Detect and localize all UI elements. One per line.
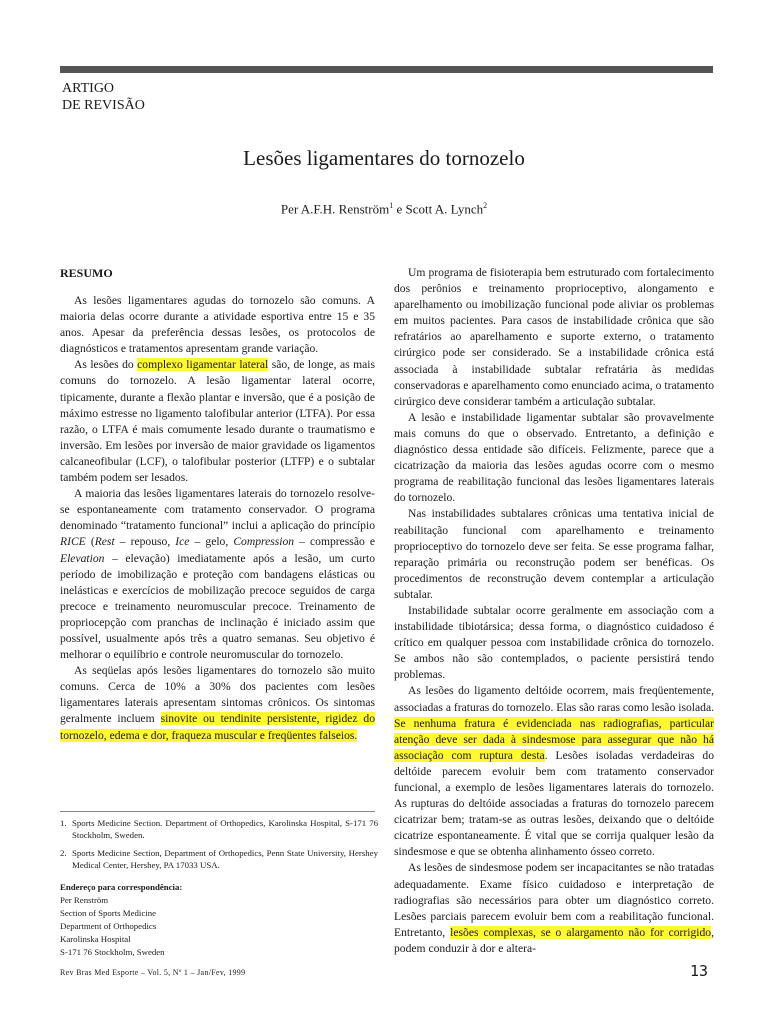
paragraph: Um programa de fisioterapia bem estruturado com fortalecimento dos perônios e treinamento proprioceptivo, alongamento e aparelhamento ou imobilização funcional pode aliviar os problemas em muitos pacientes. Para casos de instabilidade crônica que são refratários ao aparelhamento e suporte externo, o tratamento cirúrgico pode ser considerado. Se a instabilidade crônica está associada à instabilidade subtalar refratária às medidas conservadoras e aparelhamento como enunciado acima, o tratamento cirúrgico deve considerar também a articulação subtalar. <box>394 266 714 408</box>
correspondence-title: Endereço para correspondência: <box>60 882 183 892</box>
section-label-line2: DE REVISÃO <box>62 98 145 113</box>
footnote: 2. Sports Medicine Section, Department of Orthopedics, Penn State University, Hershey Medical Center, Hershey, PA 17033 USA. <box>60 848 378 870</box>
correspondence-line: S-171 76 Stockholm, Sweden <box>60 947 165 957</box>
left-column <box>60 265 375 744</box>
right-column <box>394 265 714 957</box>
paragraph: Nas instabilidades subtalares crônicas uma tentativa inicial de reabilitação funcional com aparelhamento e treinamento proprioceptivo do tornozelo deve ser feita. Se esse programa falhar, reparação primária ou reconstrução podem ser benéficas. Os procedimentos de reconstrução devem contemplar a articulação subtalar. <box>394 507 714 601</box>
correspondence <box>60 881 375 959</box>
footnote-rule <box>60 811 375 812</box>
paragraph: As seqüelas após lesões ligamentares do tornozelo são muito comuns. Cerca de 10% a 30% dos pacientes com lesões ligamentares laterais apresentam sintomas crônicos. Os sintomas geralmente incluem sinovite ou tendinite persistente, rigidez do tornozelo, edema e dor, fraqueza muscular e freqüentes falseios. <box>60 664 375 742</box>
article-title: Lesões ligamentares do tornozelo <box>243 146 525 170</box>
paragraph: As lesões de sindesmose podem ser incapacitantes se não tratadas adequadamente. Exame físico cuidadoso e interpretação de radiografias são necessários para obter um diagnóstico correto. Lesões parciais parecem evoluir bem com a reabilitação funcional. Entretanto, lesões complexas, se o alargamento não for corrigido, podem conduzir à dor e altera- <box>394 861 714 955</box>
paragraph: Instabilidade subtalar ocorre geralmente em associação com a instabilidade tibiotársica; dessa forma, o diagnóstico cuidadoso é crítico em qualquer pessoa com instabilidade crônica do tornozelo. Se ambos não são contemplados, o paciente persistirá tendo problemas. <box>394 603 714 682</box>
correspondence-line: Department of Orthopedics <box>60 921 157 931</box>
header-rule <box>60 66 713 73</box>
highlight: sinovite ou tendinite persistente, rigidez do tornozelo, edema e dor, fraqueza muscular e freqüentes falseios. <box>60 712 375 742</box>
author-2-affiliation: 2 <box>483 201 488 210</box>
author-conjunction: e <box>393 201 406 217</box>
section-label-line1: ARTIGO <box>62 81 115 96</box>
journal-citation: Rev Bras Med Esporte – Vol. 5, Nº 1 – Jan/Fev, 1999 <box>60 968 246 977</box>
page-number: 13 <box>690 962 709 980</box>
abstract-heading: RESUMO <box>60 266 113 280</box>
author-2: Scott A. Lynch <box>405 201 484 217</box>
paragraph: A maioria das lesões ligamentares laterais do tornozelo resolve-se espontaneamente com tratamento conservador. O programa denominado “tratamento funcional” inclui a aplicação do princípio RICE (Rest – repouso, Ice – gelo, Compression – compressão e Elevation – elevação) imediatamente após a lesão, um curto período de imobilização e proteção com bandagens elásticas ou inelásticas e exercícios de mobilização precoce seguidos de carga precoce e treinamento neuromuscular precoce. Treinamento de propriocepção com pranchas de inclinação é iniciado assim que possível, usualmente após três a quatro semanas. Seu objetivo é melhorar o equilíbrio e controle neuromuscular do tornozelo. <box>60 487 375 662</box>
correspondence-line: Section of Sports Medicine <box>60 908 157 918</box>
correspondence-line: Karolinska Hospital <box>60 934 131 944</box>
footnote: 1. Sports Medicine Section. Department of Orthopedics, Karolinska Hospital, S-171 76 Stockholm, Sweden. <box>60 818 378 840</box>
highlight: complexo ligamentar lateral <box>137 358 269 372</box>
authors <box>0 201 768 217</box>
author-1: Per A.F.H. Renström <box>280 201 390 217</box>
paragraph: As lesões do complexo ligamentar lateral são, de longe, as mais comuns do tornozelo. A lesão ligamentar lateral ocorre, tipicamente, durante a flexão plantar e inversão, que é a posição de máximo estresse no ligamento talofibular anterior (LTFA). Por essa razão, o LTFA é mais comumente lesado durante o traumatismo e inversão. Em lesões por inversão de maior gravidade os ligamentos calcaneofibular (LCF), o talofibular posterior (LTFP) e o subtalar também podem ser lesados. <box>60 358 375 485</box>
footnotes <box>60 817 378 877</box>
correspondence-line: Per Renström <box>60 895 109 905</box>
paragraph: As lesões do ligamento deltóide ocorrem, mais freqüentemente, associadas a fraturas do tornozelo. Elas são raras como lesão isolada. Se nenhuma fratura é evidenciada nas radiografias, particular atenção deve ser dada à sindesmose para assegurar que não há associação com ruptura desta. Lesões isoladas verdadeiras do deltóide parecem evoluir bem com tratamento conservador funcional, a exemplo de lesões ligamentares laterais do tornozelo. As rupturas do deltóide associadas a fraturas do tornozelo parecem cicatrizar bem; tratam-se as outras lesões, deixando que o deltóide cicatrize espontaneamente. É vital que se corrija qualquer lesão da sindesmose e que se obtenha alinhamento ósseo correto. <box>394 684 714 859</box>
author-1-affiliation: 1 <box>389 201 394 210</box>
section-label <box>62 80 145 114</box>
highlight: Se nenhuma fratura é evidenciada nas radiografias, particular atenção deve ser dada à sindesmose para assegurar que não há associação com ruptura desta <box>394 716 714 762</box>
paragraph: As lesões ligamentares agudas do tornozelo são comuns. A maioria delas ocorre durante a atividade esportiva entre 15 e 35 anos. Apesar da preferência dessas lesões, os protocolos de diagnósticos e tratamentos apresentam grande variação. <box>60 294 375 356</box>
highlight: lesões complexas, se o alargamento não for corrigido <box>450 925 712 939</box>
paragraph: A lesão e instabilidade ligamentar subtalar são provavelmente mais comuns do que o observado. Entretanto, a definição e diagnóstico dessa entidade são difíceis. Felizmente, parece que a cicatrização da maioria das lesões agudas ocorre com o mesmo programa de reabilitação funcional das lesões ligamentares laterais do tornozelo. <box>394 410 714 505</box>
